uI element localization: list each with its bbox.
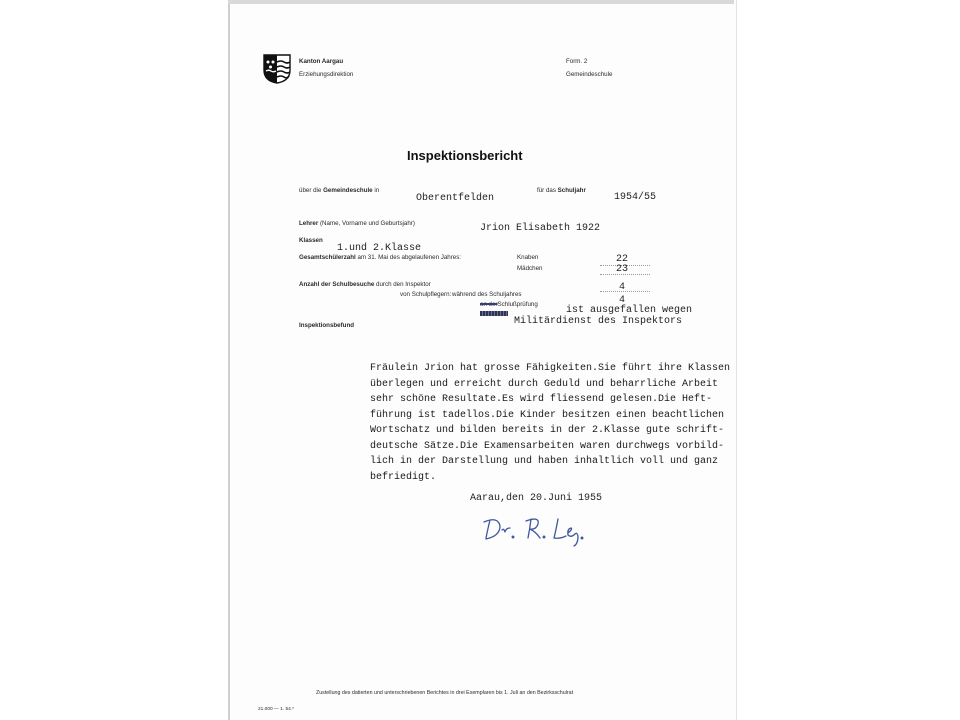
teacher-label-post: (Name, Vorname und Geburtsjahr) — [320, 220, 415, 227]
during-year-value: 4 — [619, 295, 626, 306]
pupils-label — [299, 254, 461, 261]
teacher-label-bold: Lehrer — [299, 220, 319, 227]
report-line: lich in der Darstellung und haben inhaltlich voll und ganz — [370, 456, 719, 467]
school-label — [299, 187, 379, 194]
school-value: Oberentfelden — [416, 193, 495, 204]
pupils-label-post: am 31. Mai des abgelaufenen Jahres: — [357, 254, 462, 261]
canton-name: Kanton Aargau — [299, 58, 344, 65]
school-type: Gemeindeschule — [566, 71, 613, 78]
exam-value-line1: ist ausgefallen wegen — [566, 305, 693, 316]
year-label-bold: Schuljahr — [557, 187, 586, 194]
classes-label: Klassen — [299, 237, 323, 244]
classes-value: 1.und 2.Klasse — [337, 243, 422, 254]
exam-label-text: Schlußprüfung — [497, 301, 538, 308]
report-line: deutsche Sätze.Die Examensarbeiten waren durchwegs vorbild- — [370, 440, 725, 452]
finding-label: Inspektionsbefund — [299, 322, 355, 329]
visits-label-post: durch den Inspektor — [376, 281, 431, 288]
document-title: Inspektionsbericht — [407, 148, 523, 163]
visits-label-bold: Anzahl der Schulbesuche — [299, 281, 375, 288]
girls-label: Mädchen — [517, 265, 543, 272]
aargau-coat-of-arms-icon — [263, 54, 291, 84]
year-value: 1954/55 — [614, 192, 657, 203]
teacher-value: Jrion Elisabeth 1922 — [480, 223, 601, 234]
report-line: sehr schöne Resultate.Es wird fliessend gelesen.Die Heft- — [370, 394, 713, 405]
year-label-pre: für das — [537, 187, 556, 194]
report-line: Fräulein Jrion hat grosse Fähigkeiten.Sie führt ihre Klassen — [370, 363, 731, 374]
exam-value-line2: Militärdienst des Inspektors — [514, 316, 683, 327]
visits-caretakers-label: von Schulpflegern: — [400, 291, 452, 298]
boys-value: 22 — [616, 254, 629, 265]
year-label — [537, 187, 586, 194]
school-label-post: in — [374, 187, 380, 194]
during-year-label: während des Schuljahres — [452, 291, 522, 298]
struck-text: an der — [480, 301, 498, 308]
boys-label: Knaben — [517, 254, 539, 261]
print-code: 21.000 — 1. 54.* — [258, 707, 295, 712]
inspection-report-text — [370, 361, 750, 485]
report-line: überlegen und erreicht durch Geduld und beharrliche Arbeit — [370, 378, 719, 390]
place-date: Aarau,den 20.Juni 1955 — [470, 493, 603, 504]
pupils-label-bold: Gesamtschülerzahl — [299, 254, 356, 261]
report-line: befriedigt. — [370, 471, 437, 483]
department-name: Erziehungsdirektion — [299, 71, 354, 78]
struck-out-mark — [480, 311, 508, 316]
report-line: Wortschatz und bilden bereits in der 2.Klasse gute schrift- — [370, 425, 725, 436]
handwritten-signature — [478, 508, 608, 548]
school-label-pre: über die — [299, 187, 322, 194]
teacher-label — [299, 220, 415, 227]
girls-value: 23 — [616, 264, 629, 275]
exam-label — [480, 301, 538, 308]
sheet-top-edge — [228, 0, 734, 4]
visits-dotted-line — [600, 291, 650, 292]
girls-dotted-line — [600, 274, 650, 275]
footer-instruction: Zustellung des datierten und unterschriebenen Berichtes in drei Exemplaren bis 1. Juli an den Bezirksschulrat — [316, 690, 574, 696]
form-number: Form. 2 — [566, 58, 588, 65]
visits-inspector-value: 4 — [619, 282, 626, 293]
document-sheet — [228, 0, 737, 720]
school-label-bold: Gemeindeschule — [323, 187, 373, 194]
report-line: führung ist tadellos.Die Kinder besitzen einen beachtlichen — [370, 409, 725, 421]
visits-label — [299, 281, 431, 288]
